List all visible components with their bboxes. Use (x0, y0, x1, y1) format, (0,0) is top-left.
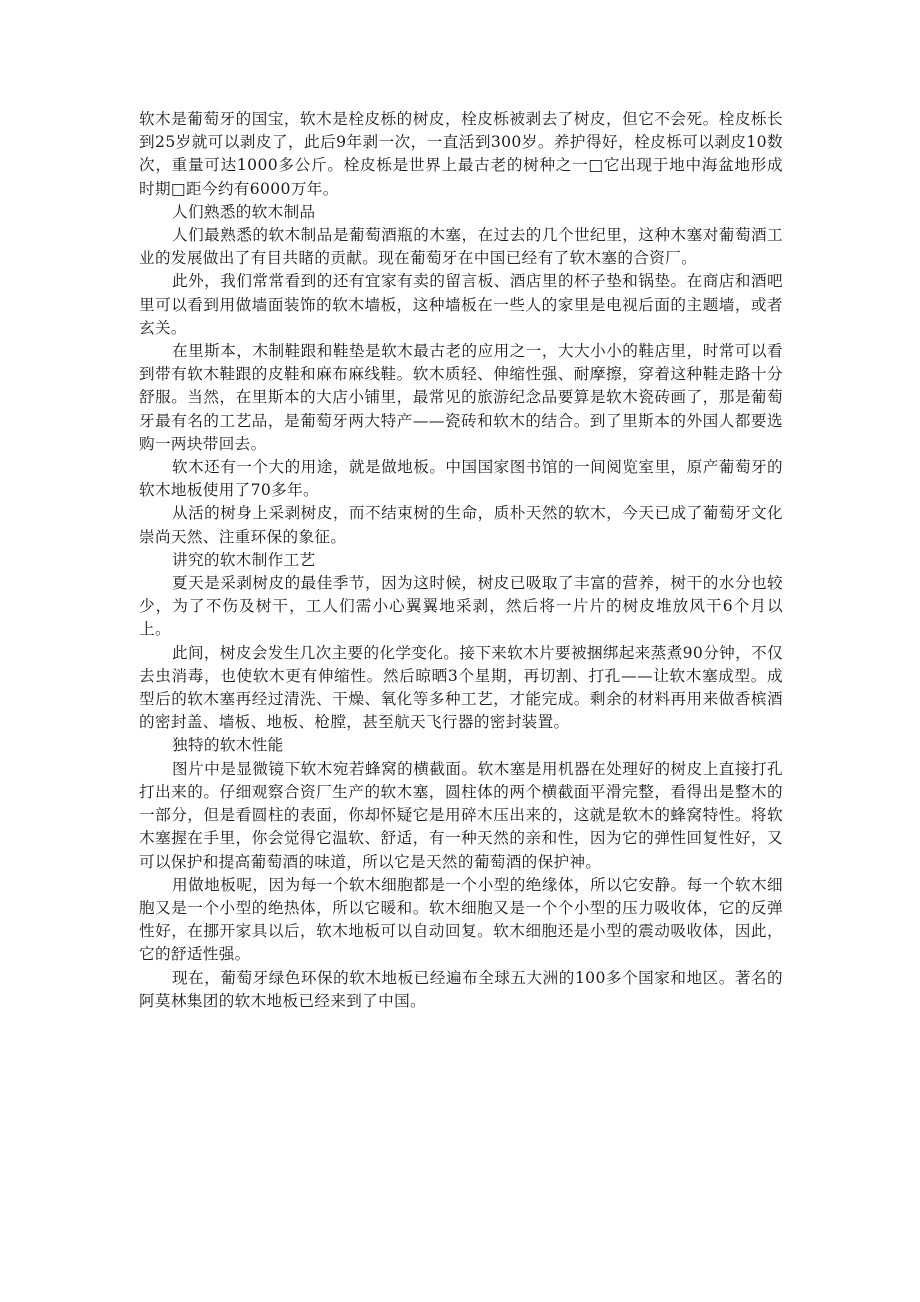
section-heading-craft: 讲究的软木制作工艺 (172, 550, 316, 569)
paragraph-honeycomb: 图片中是显微镜下软木宛若蜂窝的横截面。软木塞是用机器在处理好的树皮上直接打孔打出来的。仔细观察合资厂生产的软木塞，圆柱体的两个横截面平滑完整，看得出是整木的一部分，但是看圆柱的表面，你却怀疑它是用碎木压出来的，这就是软木的蜂窝特性。将软木塞握在手里，你会觉得它温软、舒适，有一种天然的亲和性，因为它的弹性回复性好，又可以保护和提高葡萄酒的味道，所以它是天然的葡萄酒的保护神。 (139, 759, 783, 871)
paragraph-floor-benefits: 用做地板呢，因为每一个软木细胞都是一个小型的绝缘体，所以它安静。每一个软木细胞又是一个小型的绝热体，所以它暖和。软木细胞又是一个个小型的压力吸收体，它的反弹性好，在挪开家具以后，软木地板可以自动回复。软木细胞还是小型的震动吸收体，因此，它的舒适性强。 (139, 875, 783, 964)
document-body (139, 108, 783, 1013)
paragraph-wine-cork: 人们最熟悉的软木制品是葡萄酒瓶的木塞，在过去的几个世纪里，这种木塞对葡萄酒工业的发展做出了有目共睹的贡献。现在葡萄牙在中国已经有了软木塞的合资厂。 (139, 226, 783, 268)
section-heading-familiar-products: 人们熟悉的软木制品 (172, 202, 316, 221)
paragraph-lisbon-shoes: 在里斯本，木制鞋跟和鞋垫是软木最古老的应用之一，大大小小的鞋店里，时常可以看到带有软木鞋跟的皮鞋和麻布麻线鞋。软木质轻、伸缩性强、耐摩擦，穿着这种鞋走路十分舒服。当然，在里斯本的大店小铺里，最常见的旅游纪念品要算是软木瓷砖画了，那是葡萄牙最有名的工艺品，是葡萄牙两大特产——瓷砖和软木的结合。到了里斯本的外国人都要选购一两块带回去。 (139, 342, 783, 453)
paragraph-harvest: 夏天是采剥树皮的最佳季节，因为这时候，树皮已吸取了丰富的营养，树干的水分也较少，为了不伤及树干，工人们需小心翼翼地采剥，然后将一片片的树皮堆放风干6个月以上。 (139, 574, 783, 639)
paragraph-global-reach: 现在，葡萄牙绿色环保的软木地板已经遍布全球五大洲的100多个国家和地区。著名的阿莫林集团的软木地板已经来到了中国。 (139, 968, 783, 1010)
paragraph-message-board: 此外，我们常常看到的还有宜家有卖的留言板、酒店里的杯子垫和锅垫。在商店和酒吧里可以看到用做墙面装饰的软木墙板，这种墙板在一些人的家里是电视后面的主题墙，或者玄关。 (139, 272, 783, 337)
paragraph-symbol: 从活的树身上采剥树皮，而不结束树的生命，质朴天然的软木，今天已成了葡萄牙文化崇尚天然、注重环保的象征。 (139, 504, 783, 546)
paragraph-processing: 此间，树皮会发生几次主要的化学变化。接下来软木片要被捆绑起来蒸煮90分钟，不仅去虫消毒，也使软木更有伸缩性。然后晾晒3个星期，再切割、打孔——让软木塞成型。成型后的软木塞再经过清洗、干燥、氧化等多种工艺，才能完成。剩余的材料再用来做香槟酒的密封盖、墙板、地板、枪膛，甚至航天飞行器的密封装置。 (139, 643, 783, 732)
paragraph-intro: 软木是葡萄牙的国宝，软木是栓皮栎的树皮，栓皮栎被剥去了树皮，但它不会死。栓皮栎长到25岁就可以剥皮了，此后9年剥一次，一直活到300岁。养护得好，栓皮栎可以剥皮10数次，重量可达1000多公斤。栓皮栎是世界上最古老的树种之一□它出现于地中海盆地形成时期□距今约有6000万年。 (139, 110, 783, 198)
section-heading-properties: 独特的软木性能 (172, 736, 284, 755)
paragraph-flooring-use: 软木还有一个大的用途，就是做地板。中国国家图书馆的一间阅览室里，原产葡萄牙的软木地板使用了70多年。 (139, 458, 783, 500)
